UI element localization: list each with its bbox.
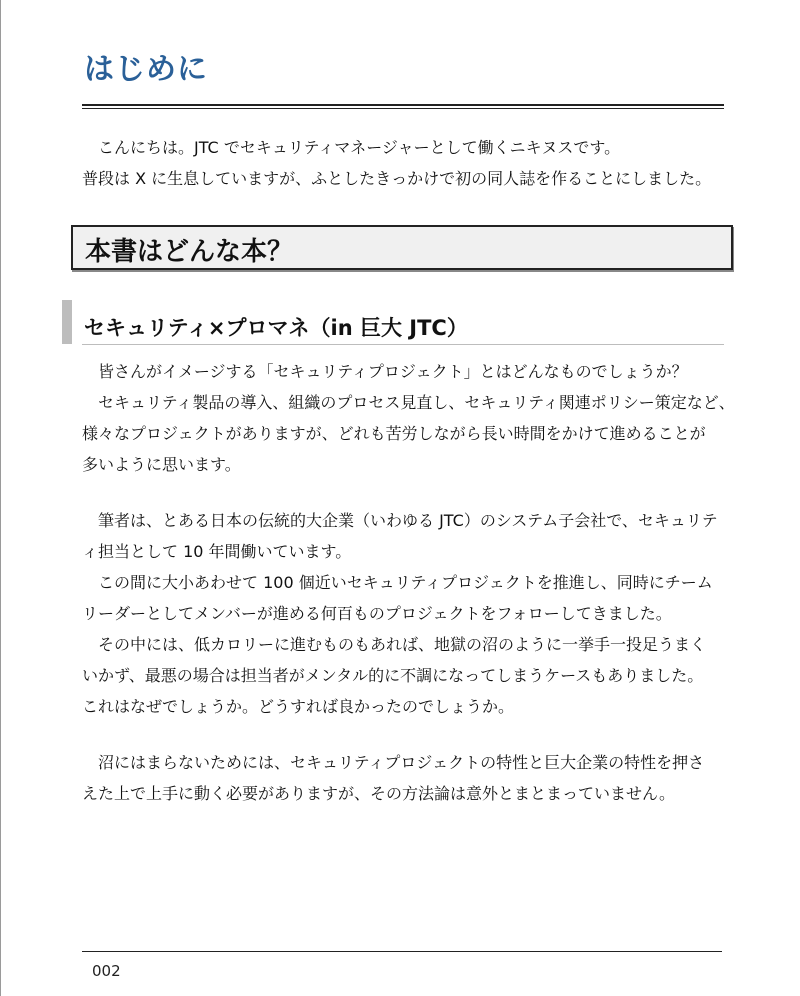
page-edge (0, 0, 1, 996)
body-line: ィ担当として 10 年間働いています。 (82, 542, 352, 561)
body-line: その中には、低カロリーに進むものもあれば、地獄の沼のように一挙手一投足うまく (98, 635, 707, 654)
document-page (82, 0, 735, 996)
body-line: 皆さんがイメージする「セキュリティプロジェクト」とはどんなものでしょうか？ (98, 362, 688, 381)
intro-paragraphs (82, 132, 724, 194)
intro-line-2: 普段は X に生息していますが、ふとしたきっかけで初の同人誌を作ることにしました。 (82, 169, 712, 188)
body-line: 沼にはまらないためには、セキュリティプロジェクトの特性と巨大企業の特性を押さ (98, 753, 705, 772)
page-number: 002 (92, 962, 121, 980)
paragraph-gap (82, 722, 724, 747)
section-title: 本書はどんな本？ (85, 237, 294, 267)
subsection-title: セキュリティ×プロマネ（in 巨大 JTC） (84, 316, 468, 340)
body-line: 多いように思います。 (82, 455, 241, 474)
subsection-body (82, 356, 735, 809)
body-line: いかず、最悪の場合は担当者がメンタル的に不調になってしまうケースもありました。 (82, 666, 704, 685)
subsection-underline (82, 344, 724, 345)
body-line: セキュリティ製品の導入、組織のプロセス見直し、セキュリティ関連ポリシー策定など、 (98, 393, 735, 412)
body-line: この間に大小あわせて 100 個近いセキュリティプロジェクトを推進し、同時にチーム (98, 573, 713, 592)
body-line: 筆者は、とある日本の伝統的大企業（いわゆる JTC）のシステム子会社で、セキュリテ (98, 511, 718, 530)
body-line: これはなぜでしょうか。どうすれば良かったのでしょうか。 (82, 697, 515, 716)
body-line: えた上で上手に動く必要がありますが、その方法論は意外とまとまっていません。 (82, 784, 675, 803)
footer-rule (82, 951, 722, 952)
subsection-marker-bar (62, 300, 72, 344)
chapter-double-rule (82, 104, 724, 109)
body-line: 様々なプロジェクトがありますが、どれも苦労しながら長い時間をかけて進めることが (82, 424, 706, 443)
section-heading-box (71, 225, 733, 270)
body-line: リーダーとしてメンバーが進める何百ものプロジェクトをフォローしてきました。 (82, 604, 672, 623)
paragraph-gap (82, 480, 724, 505)
chapter-title: はじめに (84, 52, 208, 87)
intro-line-1: こんにちは。JTC でセキュリティマネージャーとして働くニキヌスです。 (98, 138, 621, 157)
